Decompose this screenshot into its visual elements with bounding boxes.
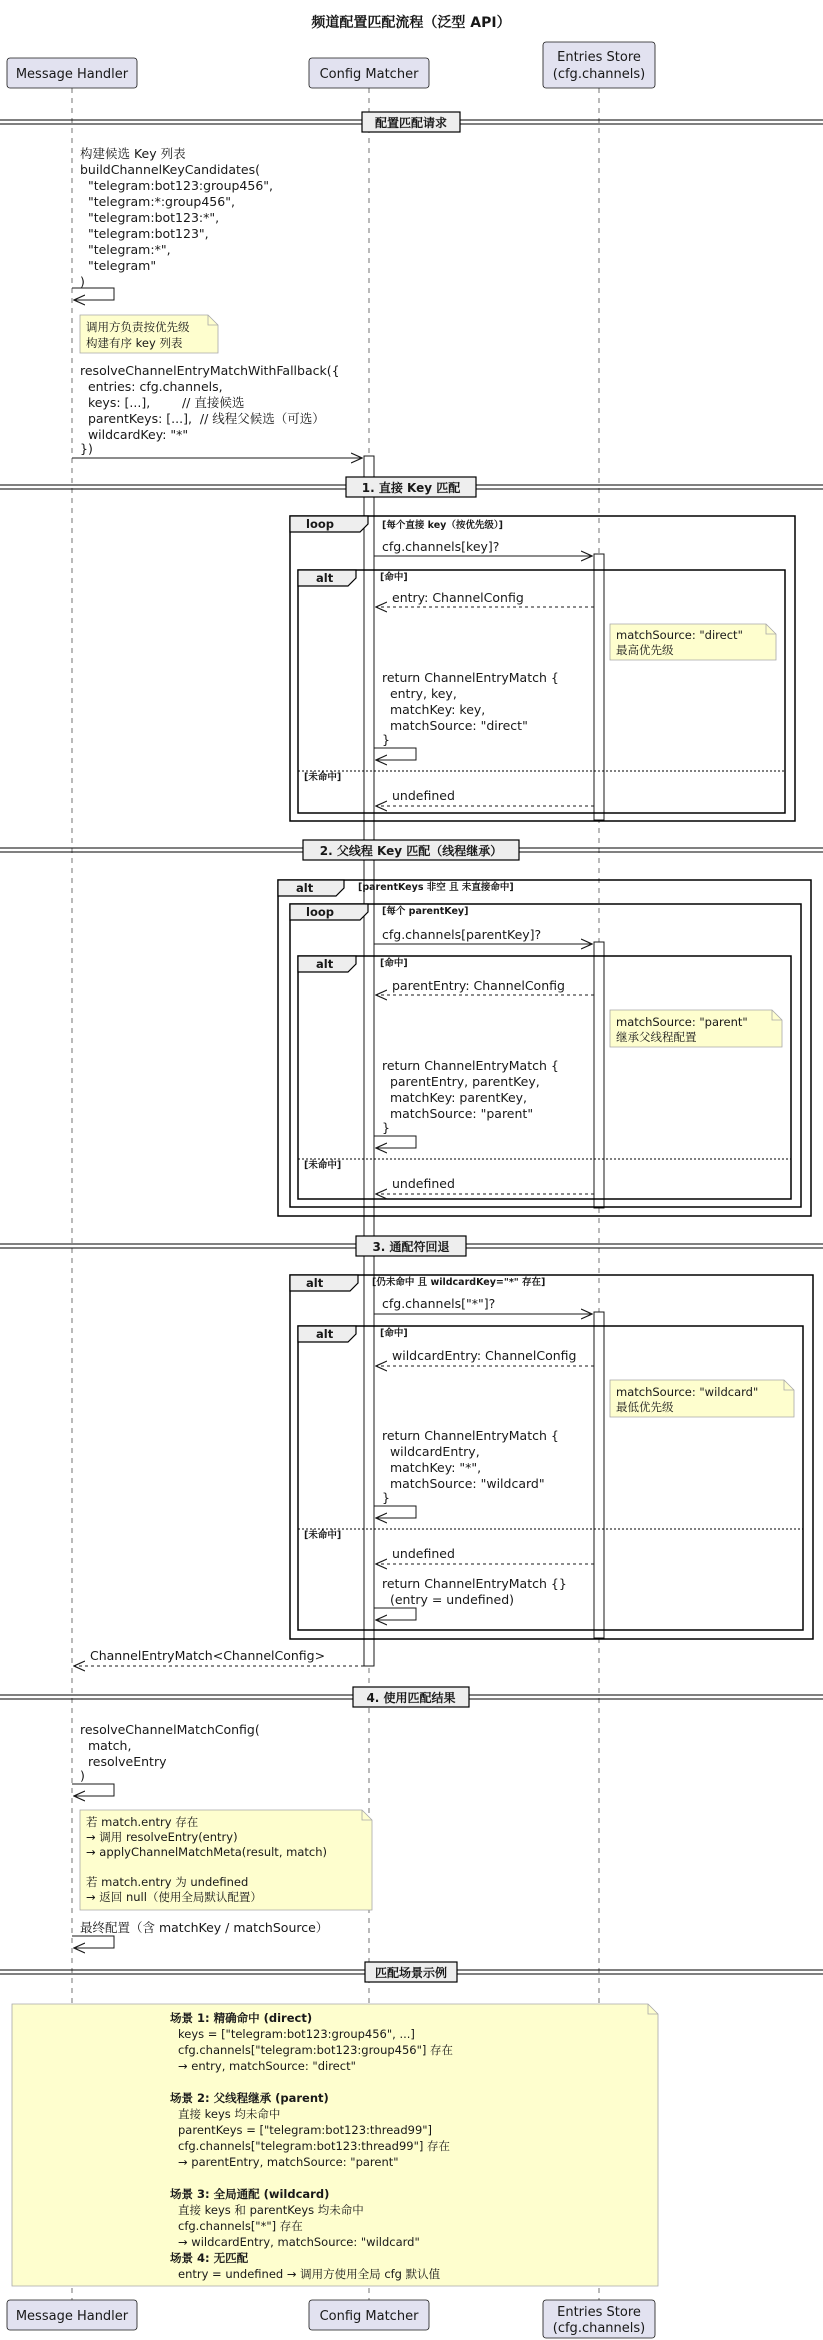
scenario-1-line: → entry, matchSource: "direct" bbox=[178, 2059, 356, 2073]
scenario-3-title: 场景 3: 全局通配 (wildcard) bbox=[170, 2187, 330, 2201]
wildcard-note bbox=[610, 1380, 794, 1417]
svg-text:cfg.channels["*"]?: cfg.channels["*"]? bbox=[382, 1296, 496, 1311]
scenario-1-line: cfg.channels["telegram:bot123:group456"] 存在 bbox=[178, 2043, 454, 2057]
scenario-3-line: 直接 keys 和 parentKeys 均未命中 bbox=[178, 2203, 364, 2217]
svg-text:配置匹配请求: 配置匹配请求 bbox=[374, 116, 448, 130]
parent-reply-message bbox=[376, 978, 594, 995]
svg-text:matchSource: "direct": matchSource: "direct" bbox=[616, 628, 743, 642]
svg-text:return ChannelEntryMatch {}: return ChannelEntryMatch {} bbox=[382, 1576, 567, 1591]
svg-text:Entries Store: Entries Store bbox=[557, 50, 641, 65]
svg-text:继承父线程配置: 继承父线程配置 bbox=[616, 1030, 697, 1044]
parent-query-message bbox=[374, 927, 592, 944]
svg-text:}: } bbox=[382, 1490, 390, 1505]
scenario-2-line: → parentEntry, matchSource: "parent" bbox=[178, 2155, 399, 2169]
wildcard-undefined-message bbox=[376, 1546, 594, 1564]
final-return-message bbox=[74, 1648, 364, 1666]
matcher-activation bbox=[364, 456, 374, 1666]
svg-text:若 match.entry 存在: 若 match.entry 存在 bbox=[86, 1815, 199, 1829]
scenario-4-title: 场景 4: 无匹配 bbox=[170, 2251, 249, 2265]
svg-text:return ChannelEntryMatch {: return ChannelEntryMatch { bbox=[382, 670, 559, 685]
wildcard-return-message bbox=[374, 1428, 559, 1518]
wildcard-empty-return-message bbox=[374, 1576, 567, 1620]
scenario-4-line: entry = undefined → 调用方使用全局 cfg 默认值 bbox=[178, 2267, 441, 2281]
participant-store-bottom bbox=[543, 2300, 655, 2338]
svg-text:4. 使用匹配结果: 4. 使用匹配结果 bbox=[366, 1691, 456, 1705]
wildcard-query-message bbox=[374, 1296, 592, 1314]
svg-text:[仍未命中 且 wildcardKey="*" 存在]: [仍未命中 且 wildcardKey="*" 存在] bbox=[372, 1277, 546, 1288]
svg-text:→ applyChannelMatchMeta(result: → applyChannelMatchMeta(result, match) bbox=[86, 1845, 327, 1859]
svg-text:wildcardEntry: ChannelConfig: wildcardEntry: ChannelConfig bbox=[392, 1348, 577, 1363]
svg-text:matchSource: "parent": matchSource: "parent" bbox=[616, 1015, 748, 1029]
svg-text:2. 父线程 Key 匹配（线程继承）: 2. 父线程 Key 匹配（线程继承） bbox=[319, 844, 503, 858]
scenario-2-title: 场景 2: 父线程继承 (parent) bbox=[170, 2091, 329, 2105]
svg-text:(cfg.channels): (cfg.channels) bbox=[552, 67, 646, 82]
svg-text:entry, key,: entry, key, bbox=[382, 686, 457, 701]
scenario-3-line: → wildcardEntry, matchSource: "wildcard" bbox=[178, 2235, 420, 2249]
direct-undefined-message bbox=[376, 788, 594, 806]
svg-text:undefined: undefined bbox=[392, 1546, 455, 1561]
svg-text:[命中]: [命中] bbox=[380, 572, 408, 583]
svg-text:→ 调用 resolveEntry(entry): → 调用 resolveEntry(entry) bbox=[86, 1830, 238, 1844]
svg-text:loop: loop bbox=[306, 517, 334, 531]
svg-text:Config Matcher: Config Matcher bbox=[319, 67, 419, 82]
svg-text:3. 通配符回退: 3. 通配符回退 bbox=[372, 1240, 450, 1254]
svg-text:resolveChannelEntryMatchWithFa: resolveChannelEntryMatchWithFallback({ bbox=[80, 363, 340, 378]
svg-text:parentEntry: ChannelConfig: parentEntry: ChannelConfig bbox=[392, 978, 565, 993]
svg-text:matchKey: parentKey,: matchKey: parentKey, bbox=[382, 1090, 528, 1105]
direct-note bbox=[610, 624, 776, 660]
direct-return-message bbox=[374, 670, 559, 760]
svg-text:"telegram:*:group456",: "telegram:*:group456", bbox=[80, 194, 235, 209]
svg-text:最高优先级: 最高优先级 bbox=[616, 643, 674, 657]
svg-text:Message Handler: Message Handler bbox=[15, 2309, 129, 2324]
svg-text:alt: alt bbox=[316, 571, 334, 585]
svg-text:Config Matcher: Config Matcher bbox=[319, 2309, 419, 2324]
svg-text:wildcardKey: "*": wildcardKey: "*" bbox=[80, 427, 189, 442]
svg-text:匹配场景示例: 匹配场景示例 bbox=[374, 1966, 448, 1980]
svg-text:keys: [...], // 直接候选: keys: [...], // 直接候选 bbox=[80, 395, 245, 410]
scenario-2-line: parentKeys = ["telegram:bot123:thread99"] bbox=[178, 2123, 433, 2137]
svg-text:ChannelEntryMatch<ChannelConfi: ChannelEntryMatch<ChannelConfig> bbox=[90, 1648, 326, 1663]
svg-text:[每个直接 key（按优先级）]: [每个直接 key（按优先级）] bbox=[382, 520, 503, 531]
svg-text:}: } bbox=[382, 1120, 390, 1135]
svg-text:}): }) bbox=[80, 441, 93, 456]
svg-text:若 match.entry 为 undefined: 若 match.entry 为 undefined bbox=[86, 1875, 249, 1889]
svg-text:[命中]: [命中] bbox=[380, 1328, 408, 1339]
divider-direct bbox=[0, 477, 823, 497]
participant-store-top bbox=[543, 42, 655, 88]
svg-text:entries: cfg.channels,: entries: cfg.channels, bbox=[80, 379, 223, 394]
svg-text:"telegram:bot123:*",: "telegram:bot123:*", bbox=[80, 210, 220, 225]
ordering-note bbox=[80, 315, 218, 353]
svg-text:return ChannelEntryMatch {: return ChannelEntryMatch { bbox=[382, 1058, 559, 1073]
svg-text:parentKeys: [...], // 线程父候选（可: parentKeys: [...], // 线程父候选（可选） bbox=[80, 411, 325, 426]
svg-text:[未命中]: [未命中] bbox=[304, 1530, 342, 1541]
scenario-1-title: 场景 1: 精确命中 (direct) bbox=[170, 2011, 313, 2025]
svg-text:buildChannelKeyCandidates(: buildChannelKeyCandidates( bbox=[80, 162, 261, 177]
svg-text:构建有序 key 列表: 构建有序 key 列表 bbox=[86, 336, 183, 350]
parent-alt-frame bbox=[278, 880, 811, 1216]
svg-text:wildcardEntry,: wildcardEntry, bbox=[382, 1444, 480, 1459]
svg-text:构建候选 Key 列表: 构建候选 Key 列表 bbox=[80, 146, 186, 161]
resolve-config-message bbox=[72, 1722, 260, 1796]
direct-query-message bbox=[374, 539, 592, 556]
divider-scenarios bbox=[0, 1962, 823, 1982]
svg-text:cfg.channels[key]?: cfg.channels[key]? bbox=[382, 539, 500, 554]
divider-request bbox=[0, 112, 823, 132]
resolve-request-message bbox=[72, 363, 362, 458]
final-config-message bbox=[72, 1920, 328, 1948]
svg-text:→ 返回 null（使用全局默认配置）: → 返回 null（使用全局默认配置） bbox=[86, 1890, 262, 1904]
svg-text:matchKey: "*",: matchKey: "*", bbox=[382, 1460, 482, 1475]
parent-return-message bbox=[374, 1058, 559, 1148]
svg-text:alt: alt bbox=[296, 881, 314, 895]
svg-text:}: } bbox=[382, 732, 390, 747]
svg-text:最低优先级: 最低优先级 bbox=[616, 1400, 674, 1414]
svg-text:"telegram:bot123",: "telegram:bot123", bbox=[80, 226, 209, 241]
divider-usage bbox=[0, 1687, 823, 1707]
svg-text:[未命中]: [未命中] bbox=[304, 1160, 342, 1171]
svg-text:alt: alt bbox=[306, 1276, 324, 1290]
svg-text:parentEntry, parentKey,: parentEntry, parentKey, bbox=[382, 1074, 540, 1089]
svg-text:undefined: undefined bbox=[392, 1176, 455, 1191]
scenarios-note bbox=[12, 2004, 658, 2286]
svg-text:调用方负责按优先级: 调用方负责按优先级 bbox=[86, 320, 190, 334]
scenario-3-line: cfg.channels["*"] 存在 bbox=[178, 2219, 303, 2233]
svg-text:Entries Store: Entries Store bbox=[557, 2305, 641, 2320]
svg-text:"telegram": "telegram" bbox=[80, 258, 157, 273]
svg-text:[命中]: [命中] bbox=[380, 958, 408, 969]
wildcard-reply-message bbox=[376, 1348, 594, 1366]
svg-text:return ChannelEntryMatch {: return ChannelEntryMatch { bbox=[382, 1428, 559, 1443]
svg-text:"telegram:bot123:group456",: "telegram:bot123:group456", bbox=[80, 178, 274, 193]
svg-text:undefined: undefined bbox=[392, 788, 455, 803]
parent-undefined-message bbox=[376, 1176, 594, 1194]
svg-text:entry: ChannelConfig: entry: ChannelConfig bbox=[392, 590, 524, 605]
scenario-1-line: keys = ["telegram:bot123:group456", ...] bbox=[178, 2027, 415, 2041]
svg-text:matchSource: "parent": matchSource: "parent" bbox=[382, 1106, 534, 1121]
parent-note bbox=[610, 1010, 782, 1047]
svg-text:alt: alt bbox=[316, 957, 334, 971]
store-activation-parent bbox=[594, 942, 604, 1208]
participant-matcher-bottom bbox=[309, 2300, 429, 2330]
svg-text:最终配置（含 matchKey / matchSource）: 最终配置（含 matchKey / matchSource） bbox=[80, 1920, 329, 1935]
scenario-2-line: cfg.channels["telegram:bot123:thread99"] 存在 bbox=[178, 2139, 451, 2153]
svg-text:(entry = undefined): (entry = undefined) bbox=[382, 1592, 515, 1607]
diagram-title: 频道配置匹配流程（泛型 API） bbox=[311, 15, 511, 31]
svg-text:matchKey: key,: matchKey: key, bbox=[382, 702, 486, 717]
svg-text:match,: match, bbox=[80, 1738, 132, 1753]
svg-text:[未命中]: [未命中] bbox=[304, 772, 342, 783]
participant-matcher-top bbox=[309, 58, 429, 88]
svg-text:[每个 parentKey]: [每个 parentKey] bbox=[382, 906, 469, 917]
svg-text:(cfg.channels): (cfg.channels) bbox=[552, 2321, 646, 2336]
svg-text:): ) bbox=[80, 274, 85, 289]
svg-text:resolveChannelMatchConfig(: resolveChannelMatchConfig( bbox=[80, 1722, 260, 1737]
build-candidates-message bbox=[72, 146, 273, 300]
svg-text:loop: loop bbox=[306, 905, 334, 919]
svg-text:"telegram:*",: "telegram:*", bbox=[80, 242, 171, 257]
svg-text:resolveEntry: resolveEntry bbox=[80, 1754, 167, 1769]
svg-text:Message Handler: Message Handler bbox=[15, 67, 129, 82]
store-activation-direct bbox=[594, 554, 604, 820]
divider-parent bbox=[0, 840, 823, 860]
svg-text:[parentKeys 非空 且 未直接命中]: [parentKeys 非空 且 未直接命中] bbox=[358, 882, 514, 893]
svg-text:matchSource: "wildcard": matchSource: "wildcard" bbox=[616, 1385, 759, 1399]
svg-text:1. 直接 Key 匹配: 1. 直接 Key 匹配 bbox=[361, 481, 461, 495]
scenario-2-line: 直接 keys 均未命中 bbox=[178, 2107, 281, 2121]
usage-note bbox=[80, 1810, 372, 1910]
svg-text:matchSource: "wildcard": matchSource: "wildcard" bbox=[382, 1476, 545, 1491]
svg-text:matchSource: "direct": matchSource: "direct" bbox=[382, 718, 528, 733]
divider-wildcard bbox=[0, 1236, 823, 1256]
direct-reply-message bbox=[376, 590, 594, 607]
svg-text:alt: alt bbox=[316, 1327, 334, 1341]
participant-handler-top bbox=[7, 58, 137, 88]
svg-text:): ) bbox=[80, 1768, 85, 1783]
store-activation-wildcard bbox=[594, 1312, 604, 1638]
svg-text:cfg.channels[parentKey]?: cfg.channels[parentKey]? bbox=[382, 927, 542, 942]
participant-handler-bottom bbox=[7, 2300, 137, 2330]
